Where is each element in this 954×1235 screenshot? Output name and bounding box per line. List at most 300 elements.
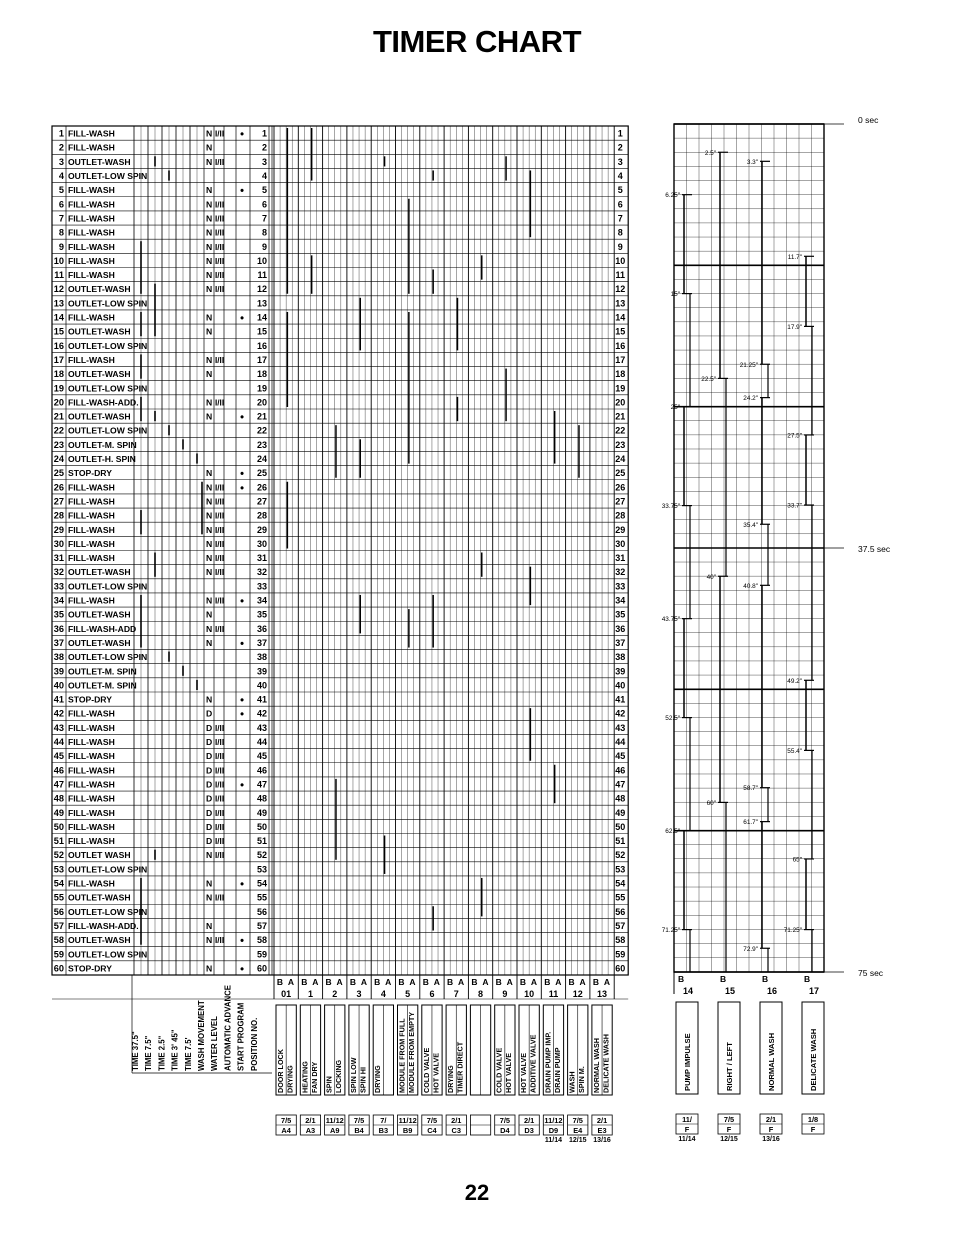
wash-movement: D [206, 765, 213, 776]
code-top: 7/5 [723, 1115, 735, 1124]
wash-movement: N [206, 694, 213, 705]
water-level: I/II [215, 200, 225, 210]
cam-function-label: DRAIN PUMP IMP. [543, 1031, 553, 1093]
position-number-right: 52 [615, 850, 626, 861]
wash-movement: D [206, 751, 213, 762]
code-bottom: A9 [330, 1126, 340, 1135]
position-number: 31 [256, 553, 267, 564]
code-top: 7/5 [353, 1116, 365, 1125]
step-number: 32 [53, 567, 64, 578]
ba-b-label: B [519, 977, 527, 987]
step-number: 18 [53, 369, 64, 380]
step-number: 11 [54, 270, 64, 281]
position-number: 13 [256, 298, 267, 309]
cam-function-label: DRYING [285, 1065, 295, 1093]
cam-function-label: HOT VALVE [504, 1052, 514, 1093]
position-number: 34 [256, 595, 267, 606]
time-mark-label: 27.5" [787, 432, 802, 440]
cam-number: 17 [808, 986, 820, 996]
step-label: STOP-DRY [68, 963, 112, 974]
step-number: 21 [53, 411, 64, 422]
position-number: 22 [256, 425, 267, 436]
step-number: 1 [58, 128, 64, 139]
step-number: 59 [53, 949, 64, 960]
time-mark-label: 24.2" [743, 395, 758, 403]
position-number-right: 41 [615, 694, 626, 705]
code-top: 11/ [682, 1115, 692, 1124]
position-number: 3 [261, 156, 267, 167]
step-label: FILL-WASH [68, 510, 115, 521]
water-level: I/II [215, 214, 225, 224]
position-number: 43 [256, 722, 267, 733]
cam-number: 12 [572, 989, 583, 999]
cam-function-label: MODULE FROM EMPTY [407, 1011, 416, 1093]
step-number: 44 [53, 737, 64, 747]
cam-function-label: PUMP IMPULSE [683, 1033, 692, 1091]
ba-a-label: A [385, 977, 392, 987]
wash-movement: D [206, 821, 213, 832]
ba-b-label: B [422, 977, 429, 987]
column-header: TIME 37.5" [131, 1031, 140, 1071]
wash-movement: D [206, 708, 213, 719]
water-level: I/II [215, 794, 225, 804]
step-label: OUTLET-WASH [68, 935, 131, 946]
cam-function-label: MODULE FROM FULL [397, 1018, 407, 1093]
step-label: FILL-WASH [68, 227, 115, 238]
step-label: FILL-WASH [68, 255, 115, 266]
position-number-right: 58 [615, 935, 626, 946]
ba-b-label: B [592, 977, 599, 987]
position-number-right: 33 [615, 581, 626, 592]
step-number: 28 [53, 510, 64, 521]
position-number-right: 59 [615, 949, 626, 960]
time-scale-label: 75 sec [858, 968, 884, 978]
step-label: OUTLET-WASH [68, 609, 131, 620]
step-number: 6 [58, 199, 64, 210]
cam-function-label: SPIN [324, 1076, 334, 1093]
time-scale-label: 0 sec [858, 115, 879, 125]
position-number-right: 19 [615, 383, 626, 394]
wash-movement: N [206, 128, 213, 139]
advance-dot: • [240, 963, 244, 976]
position-number-right: 6 [617, 199, 623, 210]
step-label: OUTLET-WASH [68, 326, 131, 337]
position-number-right: 46 [615, 765, 626, 776]
step-label: FILL-WASH [68, 354, 115, 365]
code-bottom: D3 [524, 1126, 534, 1135]
position-number: 23 [256, 439, 267, 450]
advance-dot: • [240, 595, 244, 608]
position-number: 51 [256, 836, 267, 847]
code-bottom: F [768, 1125, 774, 1134]
position-number-right: 17 [615, 354, 626, 365]
column-header: WASH MOVEMENT [197, 1000, 206, 1071]
step-number: 25 [53, 468, 64, 479]
position-number-right: 8 [617, 227, 623, 238]
cam-function-label: WASH [567, 1071, 577, 1093]
step-number: 12 [53, 284, 64, 295]
water-level: I/II [215, 936, 225, 946]
position-number: 8 [261, 227, 267, 238]
step-number: 47 [53, 779, 64, 790]
water-level: I/II [215, 511, 225, 521]
position-number-right: 15 [615, 326, 626, 337]
step-number: 39 [53, 666, 64, 677]
ba-b-label: B [398, 977, 405, 987]
position-number: 21 [256, 411, 267, 422]
cam-number: 8 [478, 989, 484, 999]
water-level: I/II [215, 539, 225, 549]
time-mark-label: 35.4" [743, 521, 758, 529]
cam-function-label: LOCKING [334, 1059, 344, 1093]
water-level: I/II [215, 157, 225, 167]
position-number: 28 [256, 510, 267, 521]
code-bottom: B4 [354, 1126, 364, 1135]
step-label: OUTLET-H. SPIN [68, 454, 136, 464]
water-level: I/II [215, 808, 225, 818]
position-number-right: 18 [615, 369, 626, 380]
step-label: OUTLET-WASH [68, 892, 131, 903]
position-number: 40 [256, 680, 267, 691]
step-label: OUTLET-M. SPIN [68, 666, 137, 677]
time-mark-label: 15" [670, 291, 680, 299]
position-number: 39 [256, 666, 267, 677]
advance-dot: • [240, 411, 244, 424]
position-number-right: 42 [615, 708, 626, 719]
step-number: 10 [53, 255, 64, 266]
code-extra: 11/14 [678, 1136, 696, 1143]
ba-a-label: A [433, 977, 440, 987]
water-level: I/II [215, 738, 225, 747]
step-label: FILL-WASH [68, 807, 115, 818]
wash-movement: N [206, 213, 213, 224]
wash-movement: D [206, 793, 213, 804]
wash-movement: D [206, 836, 213, 847]
step-label: FILL-WASH [68, 128, 115, 139]
cam-function-label: TIMER DIRECT [455, 1041, 465, 1093]
time-mark-label: 22.5" [701, 375, 716, 383]
ba-a-label: A [555, 977, 562, 987]
code-extra: 12/15 [720, 1136, 738, 1143]
code-extra: 12/15 [568, 1137, 587, 1144]
step-label: FILL-WASH [68, 821, 115, 832]
step-number: 58 [53, 935, 64, 946]
code-bottom: E4 [573, 1126, 583, 1135]
step-label: FILL-WASH [68, 312, 115, 323]
ba-b-label: B [495, 977, 502, 987]
ba-a-label: A [409, 977, 416, 987]
water-level: I/II [215, 271, 225, 281]
code-top: 11/12 [325, 1116, 344, 1125]
code-top: 2/1 [524, 1116, 535, 1125]
position-number: 6 [261, 199, 267, 210]
wash-movement: N [206, 496, 213, 507]
cam-number: 1 [307, 989, 313, 999]
step-number: 8 [58, 227, 64, 238]
position-number-right: 55 [615, 892, 626, 903]
water-level: I/II [215, 780, 225, 790]
time-mark-label: 21.25" [739, 361, 758, 369]
position-number-right: 32 [615, 567, 626, 578]
ba-b-label: B [374, 977, 381, 987]
step-number: 27 [53, 496, 64, 507]
column-header: AUTOMATIC ADVANCE [223, 985, 233, 1071]
time-mark-label: 61.7" [743, 819, 758, 827]
step-label: OUTLET-M. SPIN [68, 439, 137, 450]
step-label: OUTLET-WASH [68, 284, 131, 295]
wash-movement: N [206, 468, 213, 479]
time-mark-label: 71.25" [661, 927, 680, 935]
code-top: 7/5 [499, 1116, 510, 1125]
code-bottom: B9 [402, 1126, 413, 1135]
cam-number: 5 [405, 989, 411, 999]
position-number: 52 [256, 850, 267, 861]
b-label: B [678, 974, 685, 984]
cam-function-label: HOT VALVE [519, 1052, 528, 1093]
water-level: I/II [215, 837, 225, 847]
position-number: 42 [256, 708, 267, 719]
cam-number: 11 [548, 989, 559, 999]
wash-movement: N [206, 524, 213, 535]
water-level: I/II [215, 893, 225, 903]
time-mark-label: 3.3" [746, 158, 758, 166]
wash-movement: N [206, 920, 213, 931]
step-number: 41 [53, 694, 64, 705]
ba-a-label: A [506, 977, 513, 987]
time-mark-label: 62.5" [665, 828, 680, 836]
column-header: TIME 7.5' [183, 1037, 193, 1071]
ba-b-label: B [447, 977, 454, 987]
position-number: 33 [256, 581, 267, 592]
cam-function-label: ADDITIVE VALVE [528, 1034, 538, 1093]
position-number-right: 11 [615, 270, 625, 281]
step-number: 7 [58, 213, 64, 224]
position-number-right: 39 [615, 666, 626, 677]
step-label: OUTLET-LOW SPIN [68, 383, 148, 394]
wash-movement: D [206, 779, 213, 790]
position-number: 17 [256, 354, 267, 365]
code-top: 11/12 [398, 1116, 417, 1125]
step-number: 46 [53, 765, 64, 776]
position-number: 24 [256, 454, 267, 464]
step-label: FILL-WASH [68, 779, 115, 790]
b-label: B [720, 974, 727, 984]
advance-dot: • [240, 185, 244, 198]
position-number-right: 43 [615, 722, 626, 733]
water-level: I/II [215, 483, 225, 493]
position-number-right: 53 [615, 864, 626, 875]
step-label: FILL-WASH [68, 538, 115, 549]
cam-number: 6 [429, 989, 435, 999]
code-top: 7/5 [426, 1116, 438, 1125]
wash-movement: N [206, 284, 213, 295]
position-number: 18 [256, 369, 267, 380]
step-number: 54 [53, 878, 64, 889]
ba-b-label: B [276, 977, 284, 987]
step-number: 17 [53, 354, 64, 365]
code-extra: 13/16 [593, 1137, 611, 1144]
step-label: FILL-WASH [68, 878, 115, 889]
column-header: WATER LEVEL [210, 1016, 220, 1071]
position-number-right: 20 [615, 397, 626, 408]
position-number: 50 [256, 821, 267, 832]
water-level: I/II [215, 568, 225, 578]
time-mark-label: 49.2" [787, 677, 802, 685]
position-number-right: 56 [615, 906, 626, 917]
position-number-right: 47 [615, 779, 626, 790]
position-number: 49 [256, 807, 267, 818]
position-number-right: 40 [615, 680, 626, 691]
code-bottom: F [726, 1125, 732, 1134]
code-extra: 11/14 [544, 1137, 563, 1144]
position-number: 36 [256, 623, 267, 634]
position-number-right: 48 [615, 793, 626, 804]
position-number-right: 36 [615, 623, 626, 634]
position-number-right: 3 [617, 156, 623, 167]
step-number: 23 [53, 439, 64, 450]
wash-movement: N [206, 510, 213, 521]
step-number: 38 [53, 652, 64, 663]
step-number: 36 [53, 623, 64, 634]
position-number: 53 [256, 864, 267, 875]
advance-dot: • [240, 128, 244, 141]
step-label: FILL-WASH-ADD. [68, 397, 139, 408]
position-number: 44 [256, 737, 267, 747]
water-level: I/II [215, 766, 225, 776]
page-title: TIMER CHART [372, 24, 582, 59]
position-number: 37 [256, 637, 267, 648]
step-number: 57 [53, 920, 64, 931]
time-mark-label: 40" [706, 573, 716, 581]
cam-number: 13 [597, 989, 608, 999]
ba-a-label: A [482, 977, 489, 987]
advance-dot: • [240, 878, 244, 891]
water-level: I/II [215, 851, 225, 861]
cam-function-label: RIGHT / LEFT [725, 1042, 734, 1091]
cam-number: 01 [281, 989, 292, 999]
wash-movement: N [206, 892, 213, 903]
position-number-right: 44 [615, 737, 626, 747]
wash-movement: N [206, 878, 213, 889]
wash-movement: N [206, 255, 213, 266]
position-number-right: 12 [615, 284, 626, 295]
water-level: I/II [215, 398, 225, 408]
step-label: OUTLET-LOW SPIN [68, 652, 148, 663]
code-bottom: A4 [281, 1126, 291, 1135]
position-number: 19 [256, 383, 267, 394]
time-mark-label: 33.75" [661, 503, 680, 511]
ba-b-label: B [471, 977, 478, 987]
position-number-right: 23 [615, 439, 626, 450]
step-label: OUTLET-WASH [68, 637, 131, 648]
position-number: 45 [256, 751, 267, 762]
step-number: 19 [53, 383, 64, 394]
time-mark-label: 43.75" [661, 616, 680, 624]
position-number: 5 [261, 185, 267, 196]
wash-movement: N [206, 963, 213, 974]
code-top: 1/8 [807, 1115, 819, 1124]
cam-number: 7 [453, 989, 459, 999]
ba-b-label: B [544, 977, 551, 987]
position-number-right: 28 [615, 510, 626, 521]
water-level: I/II [215, 355, 225, 365]
position-number: 29 [256, 524, 267, 535]
code-bottom: B3 [378, 1126, 389, 1135]
position-number: 14 [256, 312, 267, 323]
position-number: 4 [261, 171, 267, 181]
step-label: FILL-WASH [68, 496, 115, 507]
step-label: FILL-WASH [68, 524, 115, 535]
step-number: 9 [58, 241, 64, 252]
time-mark-label: 55.4" [787, 747, 802, 755]
step-number: 43 [53, 722, 64, 733]
advance-dot: • [240, 779, 244, 792]
step-label: FILL-WASH [68, 270, 115, 281]
step-number: 24 [53, 454, 64, 464]
code-extra: 13/16 [762, 1136, 780, 1143]
step-label: FILL-WASH [68, 241, 115, 252]
wash-movement: N [206, 623, 213, 634]
cam-number: 16 [766, 986, 778, 996]
time-mark-label: 72.9" [743, 945, 758, 953]
wash-movement: N [206, 312, 213, 323]
cam-number: 10 [524, 989, 535, 999]
code-bottom: D9 [548, 1126, 559, 1135]
cam-function-label: DOOR LOCK [276, 1049, 285, 1093]
step-number: 42 [53, 708, 64, 719]
step-number: 53 [53, 864, 64, 875]
step-label: OUTLET-LOW SPIN [68, 340, 148, 351]
wash-movement: N [206, 156, 213, 167]
position-number: 25 [256, 468, 267, 479]
step-label: OUTLET-WASH [68, 567, 131, 578]
position-number: 1 [261, 128, 267, 139]
advance-dot: • [240, 482, 244, 495]
cam-function-label: NORMAL WASH [767, 1032, 776, 1091]
position-number-right: 4 [617, 171, 623, 181]
code-bottom: E3 [597, 1126, 607, 1135]
position-number: 30 [256, 538, 267, 549]
cam-number: 3 [356, 989, 362, 999]
wash-movement: N [206, 637, 213, 648]
wash-movement: N [206, 935, 213, 946]
ba-b-label: B [568, 977, 575, 987]
ba-a-label: A [579, 977, 586, 987]
wash-movement: N [206, 609, 213, 620]
step-label: STOP-DRY [68, 694, 112, 705]
step-label: OUTLET-LOW SPIN [68, 581, 148, 592]
step-label: OUTLET-LOW SPIN [68, 425, 148, 436]
step-number: 45 [53, 751, 64, 762]
step-label: FILL-WASH [68, 722, 115, 733]
step-number: 14 [53, 312, 64, 323]
time-mark-label: 33.7" [787, 502, 802, 510]
cam-function-label: SPIN HI [358, 1067, 368, 1093]
cam-number: 4 [380, 989, 386, 999]
step-label: FILL-WASH-ADD. [68, 920, 139, 931]
position-number-right: 16 [615, 340, 626, 351]
step-label: OUTLET-LOW SPIN [68, 949, 148, 960]
b-label: B [804, 974, 811, 984]
ba-a-label: A [530, 977, 538, 987]
position-number: 9 [261, 241, 267, 252]
advance-dot: • [240, 637, 244, 650]
position-number-right: 49 [615, 807, 626, 818]
code-top: 2/1 [765, 1115, 777, 1124]
b-label: B [762, 974, 769, 984]
step-number: 16 [53, 340, 64, 351]
cam-function-label: NORMAL WASH [591, 1038, 601, 1093]
